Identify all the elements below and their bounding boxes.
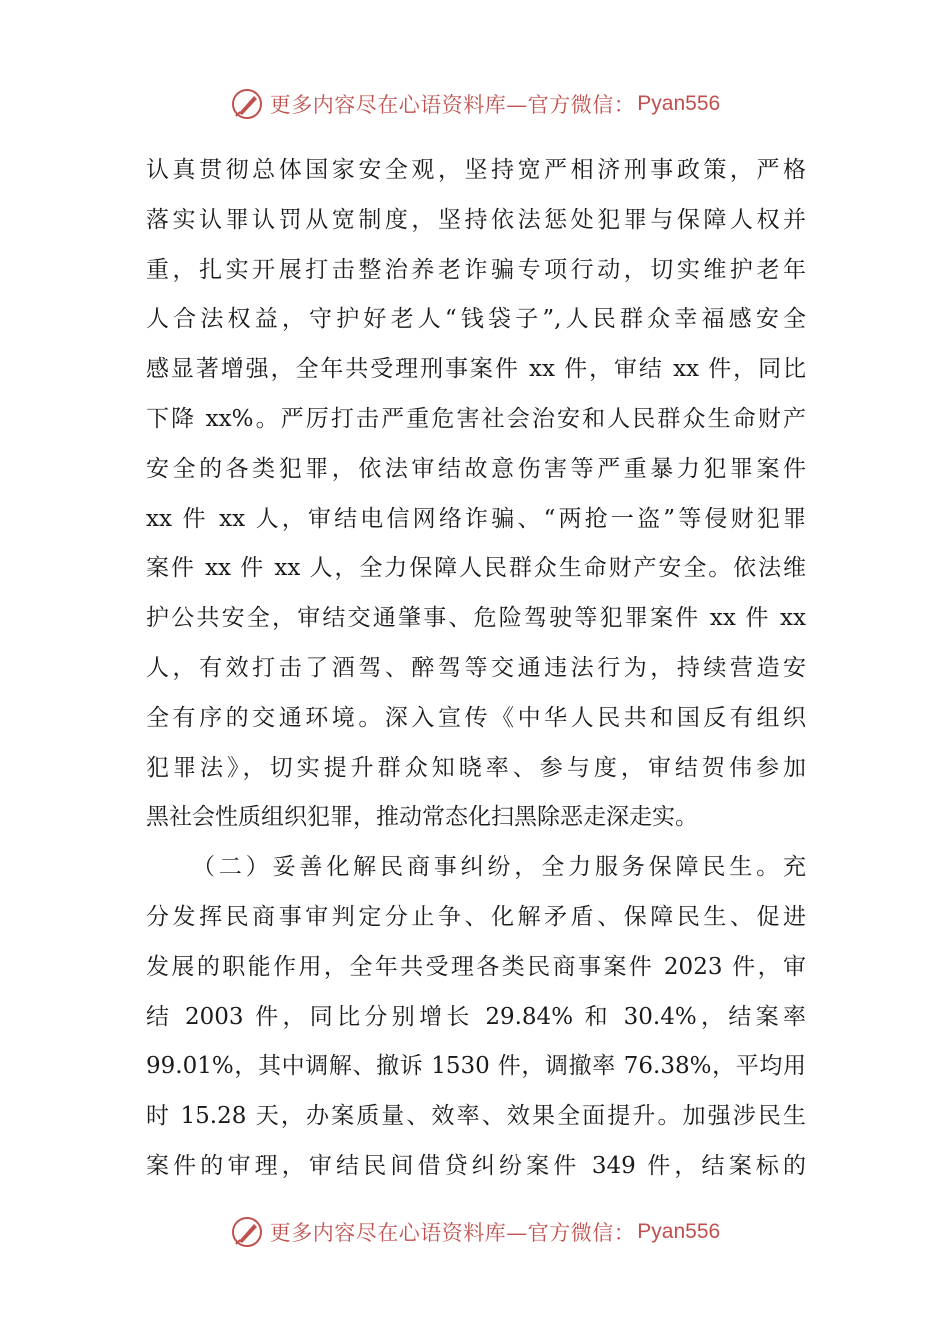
- text-line: 黑社会性质组织犯罪，推动常态化扫黑除恶走深走实。: [146, 804, 698, 831]
- watermark-wechat-id: Pyan556: [637, 1220, 721, 1243]
- text-line: 案件 xx 件 xx 人，全力保障人民群众生命财产安全。依法维: [146, 555, 806, 582]
- text-line: xx 件 xx 人，审结电信网络诈骗、“两抢一盗”等侵财犯罪: [146, 505, 806, 532]
- section-heading-line: （二）妥善化解民商事纠纷，全力服务保障民生。充: [192, 854, 806, 881]
- text-line: 案件的审理，审结民间借贷纠纷案件 349 件，结案标的: [146, 1152, 806, 1179]
- document-body: [146, 146, 806, 1192]
- quill-logo-icon: [230, 87, 264, 121]
- text-line: 人，有效打击了酒驾、醉驾等交通违法行为，持续营造安: [146, 654, 806, 681]
- text-line: 下降 xx%。严厉打击严重危害社会治安和人民群众生命财产: [146, 405, 806, 432]
- watermark-text: 更多内容尽在心语资料库—官方微信：: [269, 93, 636, 117]
- watermark-wechat-id: Pyan556: [637, 92, 721, 115]
- text-line: 护公共安全，审结交通肇事、危险驾驶等犯罪案件 xx 件 xx: [146, 605, 806, 632]
- text-line: 时 15.28 天，办案质量、效率、效果全面提升。加强涉民生: [146, 1103, 806, 1130]
- paragraph-criminal: [146, 146, 806, 843]
- text-line: 结 2003 件，同比分别增长 29.84% 和 30.4%，结案率: [146, 1003, 806, 1030]
- header-watermark: [0, 84, 950, 124]
- paragraph-civil-commercial: [146, 843, 806, 1192]
- text-line: 重，扎实开展打击整治养老诈骗专项行动，切实维护老年: [146, 256, 806, 283]
- text-line: 人合法权益，守护好老人“钱袋子”,人民群众幸福感安全: [146, 306, 806, 333]
- text-line: 发展的职能作用，全年共受理各类民商事案件 2023 件，审: [146, 953, 806, 980]
- text-line: 全有序的交通环境。深入宣传《中华人民共和国反有组织: [146, 704, 806, 731]
- footer-watermark: [0, 1212, 950, 1252]
- text-line: 感显著增强，全年共受理刑事案件 xx 件，审结 xx 件，同比: [146, 356, 806, 383]
- quill-logo-icon: [230, 1215, 264, 1249]
- text-line: 分发挥民商事审判定分止争、化解矛盾、保障民生、促进: [146, 903, 806, 930]
- text-line: 99.01%，其中调解、撤诉 1530 件，调撤率 76.38%，平均用: [146, 1053, 806, 1080]
- text-line: 安全的各类犯罪，依法审结故意伤害等严重暴力犯罪案件: [146, 455, 806, 482]
- text-line: 犯罪法》，切实提升群众知晓率、参与度，审结贺伟参加: [146, 754, 806, 781]
- text-line: 落实认罪认罚从宽制度，坚持依法惩处犯罪与保障人权并: [146, 206, 806, 233]
- text-line: 认真贯彻总体国家安全观，坚持宽严相济刑事政策，严格: [146, 157, 806, 183]
- watermark-text: 更多内容尽在心语资料库—官方微信：: [269, 1221, 636, 1245]
